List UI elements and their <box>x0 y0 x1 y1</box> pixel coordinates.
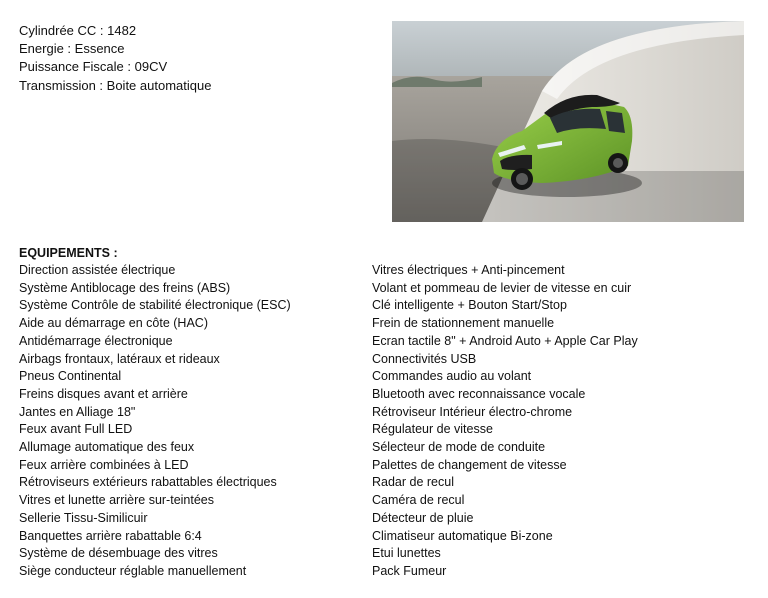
list-item: Sellerie Tissu-Similicuir <box>19 510 148 525</box>
equipments-left-list <box>19 262 291 581</box>
list-item: Caméra de recul <box>372 493 465 508</box>
list-item: Freins disques avant et arrière <box>19 386 188 401</box>
list-item: Feux arrière combinées à LED <box>19 457 189 472</box>
equipments-right-list <box>372 262 638 581</box>
list-item: Pneus Continental <box>19 369 122 384</box>
list-item: Jantes en Alliage 18" <box>19 404 136 419</box>
list-item: Clé intelligente + Bouton Start/Stop <box>372 298 567 313</box>
list-item: Régulateur de vitesse <box>372 422 493 437</box>
list-item: Ecran tactile 8" + Android Auto + Apple Car Play <box>372 333 638 348</box>
spec-fuel: Energie : Essence <box>19 41 125 57</box>
list-item: Pack Fumeur <box>372 563 447 578</box>
spec-transmission: Transmission : Boite automatique <box>19 77 212 93</box>
list-item: Antidémarrage électronique <box>19 333 173 348</box>
list-item: Feux avant Full LED <box>19 422 133 437</box>
list-item: Sélecteur de mode de conduite <box>372 440 546 455</box>
list-item: Direction assistée électrique <box>19 263 176 277</box>
car-photo-illustration <box>392 21 744 222</box>
specs-block <box>19 22 211 95</box>
list-item: Connectivités USB <box>372 351 477 366</box>
list-item: Système de désembuage des vitres <box>19 546 218 561</box>
list-item: Banquettes arrière rabattable 6:4 <box>19 528 202 543</box>
list-item: Climatiseur automatique Bi-zone <box>372 528 553 543</box>
list-item: Vitres électriques + Anti-pincement <box>372 263 565 277</box>
list-item: Etui lunettes <box>372 546 441 561</box>
list-item: Aide au démarrage en côte (HAC) <box>19 316 208 331</box>
spec-fiscal-power: Puissance Fiscale : 09CV <box>19 59 168 75</box>
equipments-title: EQUIPEMENTS : <box>19 246 118 260</box>
spec-engine-capacity: Cylindrée CC : 1482 <box>19 23 137 38</box>
list-item: Airbags frontaux, latéraux et rideaux <box>19 351 220 366</box>
list-item: Système Contrôle de stabilité électronique (ESC) <box>19 298 291 313</box>
list-item: Commandes audio au volant <box>372 369 532 384</box>
list-item: Frein de stationnement manuelle <box>372 316 555 331</box>
list-item: Allumage automatique des feux <box>19 440 195 455</box>
list-item: Bluetooth avec reconnaissance vocale <box>372 386 586 401</box>
car-photo <box>392 21 744 222</box>
list-item: Détecteur de pluie <box>372 510 474 525</box>
list-item: Siège conducteur réglable manuellement <box>19 563 247 578</box>
list-item: Volant et pommeau de levier de vitesse en cuir <box>372 280 632 295</box>
list-item: Rétroviseur Intérieur électro-chrome <box>372 404 573 419</box>
list-item: Palettes de changement de vitesse <box>372 457 567 472</box>
list-item: Vitres et lunette arrière sur-teintées <box>19 493 215 508</box>
list-item: Système Antiblocage des freins (ABS) <box>19 280 231 295</box>
list-item: Radar de recul <box>372 475 454 490</box>
list-item: Rétroviseurs extérieurs rabattables électriques <box>19 475 277 490</box>
